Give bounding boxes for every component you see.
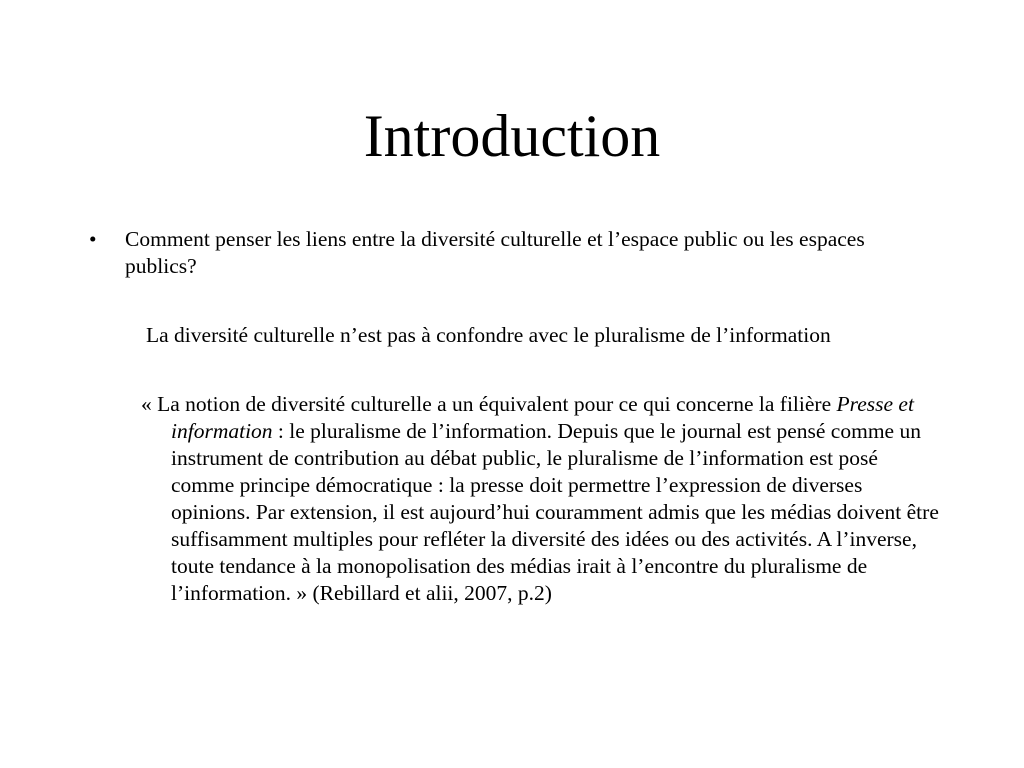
bullet-icon: • [89,227,97,251]
quote-text-start: « La notion de diversité culturelle a un équivalent pour ce qui concerne la filière [141,392,837,416]
quote-paragraph [0,391,941,607]
quote-italic-title: Presse et information [171,392,914,443]
bullet-item [0,226,935,280]
slide-title: Introduction [363,103,661,169]
sub-point: La diversité culturelle n’est pas à confondre avec le pluralisme de l’information [146,323,831,347]
slide-body [0,226,1024,607]
bullet-text: Comment penser les liens entre la diversité culturelle et l’espace public ou les espaces publics? [125,227,865,278]
quote-text-end: : le pluralisme de l’information. Depuis que le journal est pensé comme un instrument de contribution au débat public, le pluralisme de l’information est posé comme principe démocratique : la presse doit permettre l’expression de diverses opinions. Par extension, il est aujourd’hui couramment admis que les médias doivent être suffisamment multiples pour refléter la diversité des idées ou des activités. A l’inverse, toute tendance à la monopolisation des médias irait à l’encontre du pluralisme de l’information. » (Rebillard et alii, 2007, p.2) [171,419,939,605]
